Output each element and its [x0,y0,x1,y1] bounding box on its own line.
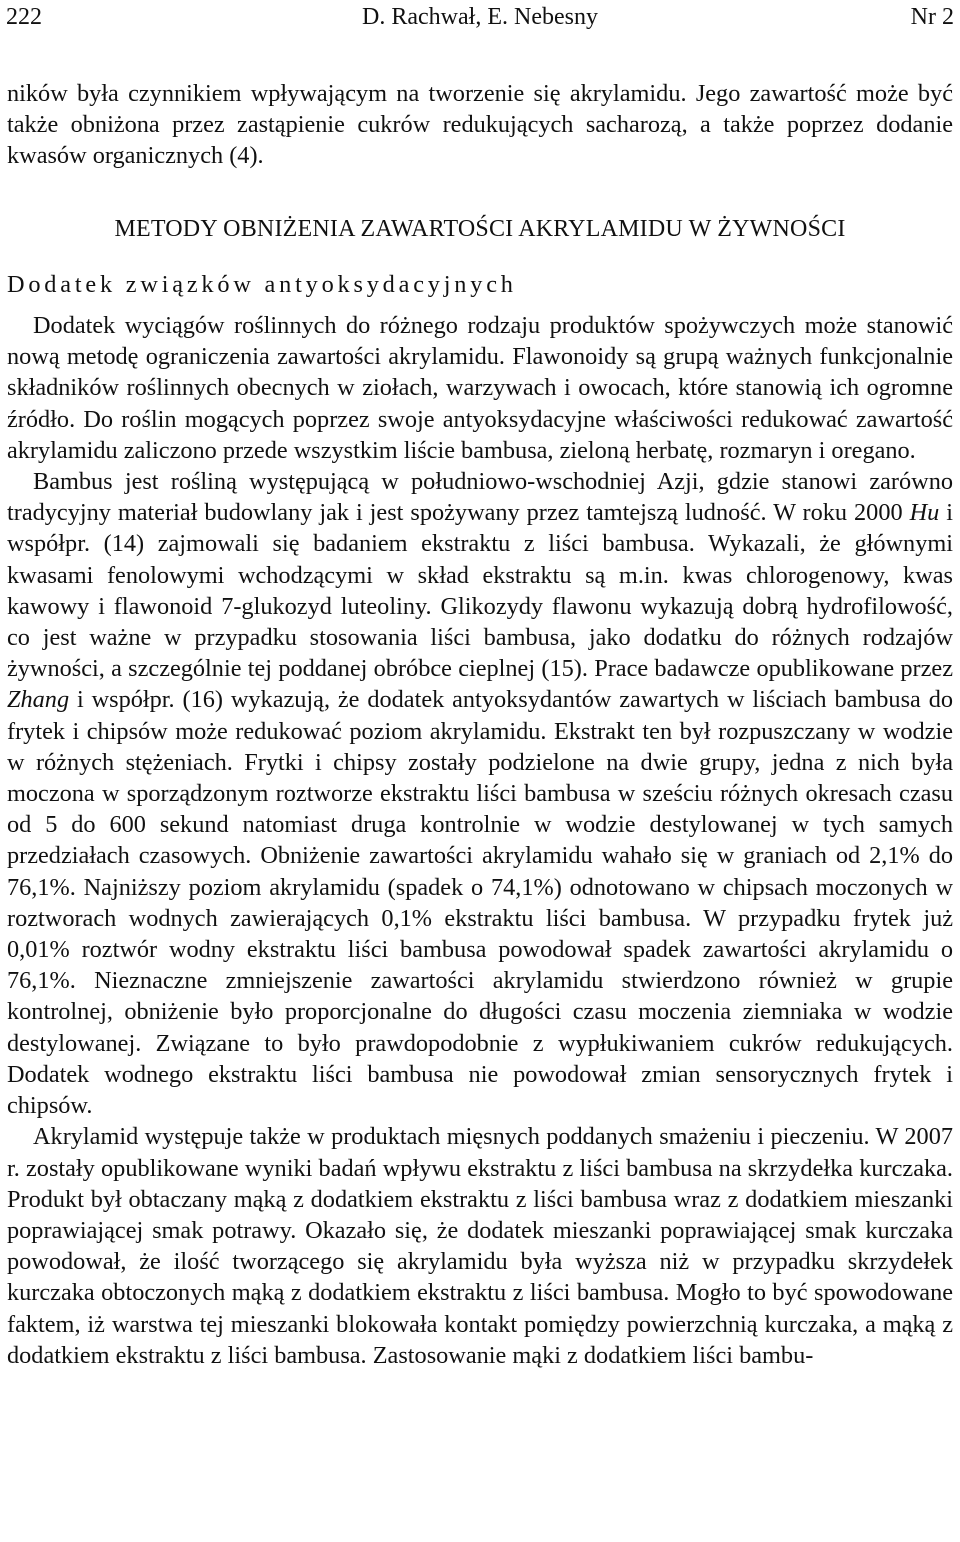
paragraph-text: i współpr. (14) zajmowali się badaniem ekstraktu z liści bambusa. Wykazali, że głównymi kwasami fenolowymi wchodzącymi w skład ekstraktu są m.in. kwas chlorogenowy, kwas kawowy i flawonoid 7-glukozyd luteoliny. Glikozydy flawonu wykazują dobrą hydrofilowość, co jest ważne w przypadku stosowania liści bambusa, jako dodatku do różnych rodzajów żywności, a szczególnie tej poddanej obróbce cieplnej (15). Prace badawcze opublikowane przez [7,499,953,683]
page-header [0,0,960,40]
section-heading: METODY OBNIŻENIA ZAWARTOŚCI AKRYLAMIDU W ŻYWNOŚCI [114,215,846,242]
citation-author-hu: Hu [909,499,940,527]
paragraph-text: i współpr. (16) wykazują, że dodatek antyoksydantów zawartych w liściach bambusa do frytek i chipsów może redukować poziom akrylamidu. Ekstrakt ten był rozpuszczany w wodzie w różnych stężeniach. Frytki i chipsy zostały podzielone na dwie grupy, jedna z nich była moczona w sporządzonym roztworze ekstraktu liści bambusa w sześciu różnych okresach czasu od 5 do 600 sekund natomiast druga kontrolnie w wodzie destylowanej w tych samych przedziałach czasowych. Obniżenie zawartości akrylamidu wahało się w graniach od 2,1% do 76,1%. Najniższy poziom akrylamidu (spadek o 74,1%) odnotowano w chipsach moczonych w roztworach wodnych zawierających 0,1% ekstraktu liści bambusa. W przypadku frytek już 0,01% roztwór wodny ekstraktu liści bambusa powodował spadek zawartości akrylamidu o 76,1%. Nieznaczne zmniejszenie zawartości akrylamidu stwierdzono również w grupie kontrolnej, obniżenie było proporcjonalne do długości czasu moczenia ziemniaka w wodzie destylowanej. Związane to było prawdopodobnie z wypłukiwaniem cukrów redukujących. Dodatek wodnego ekstraktu liści bambusa nie powodował zmian sensorycznych frytek i chipsów. [7,686,953,1120]
paragraph-text: Bambus jest rośliną występującą w południowo-wschodniej Azji, gdzie stanowi zarówno tradycyjny materiał budowlany jak i jest spożywany przez tamtejszą ludność. W roku 2000 [7,468,953,527]
paragraph-meat-products: Akrylamid występuje także w produktach mięsnych poddanych smażeniu i pieczeniu. W 2007 r. zostały opublikowane wyniki badań wpływu ekstraktu z liści bambusa na skrzydełka kurczaka. Produkt był obtaczany mąką z dodatkiem ekstraktu z liści bambusa wraz z dodatkiem mieszanki poprawiającej smak potrawy. Okazało się, że dodatek mieszanki poprawiającej smak kurczaka powodował, że ilość tworzącego się akrylamidu była wyższa niż w przypadku skrzydełek kurczaka obtoczonych mąką z dodatkiem ekstraktu z liści bambusa. Mogło to być spowodowane faktem, iż warstwa tej mieszanki blokowała kontakt pomiędzy powierzchnią kurczaka, a mąką z dodatkiem ekstraktu z liści bambusa. Zastosowanie mąki z dodatkiem liści bambu- [7,1123,953,1369]
subsection-heading: Dodatek związków antyoksydacyjnych [7,270,517,298]
page-number: 222 [6,4,42,30]
intro-paragraph: ników była czynnikiem wpływającym na tworzenie się akrylamidu. Jego zawartość może być także obniżona przez zastąpienie cukrów redukujących sacharozą, a także poprzez dodanie kwasów organicznych (4). [7,80,953,170]
issue-number: Nr 2 [910,4,954,30]
paragraph-flavonoids: Dodatek wyciągów roślinnych do różnego rodzaju produktów spożywczych może stanowić nową metodę ograniczenia zawartości akrylamidu. Flawonoidy są grupą ważnych funkcjonalnie składników roślinnych obecnych w ziołach, warzywach i owocach, które stanowią ich ogromne źródło. Do roślin mogących poprzez swoje antyoksydacyjne właściwości redukować zawartość akrylamidu zaliczono przede wszystkim liście bambusa, zieloną herbatę, rozmaryn i oregano. [7,312,953,464]
citation-author-zhang: Zhang [7,686,70,714]
paragraph-bamboo [7,466,953,1121]
article-body [7,78,953,1371]
running-authors: D. Rachwał, E. Nebesny [362,4,598,30]
